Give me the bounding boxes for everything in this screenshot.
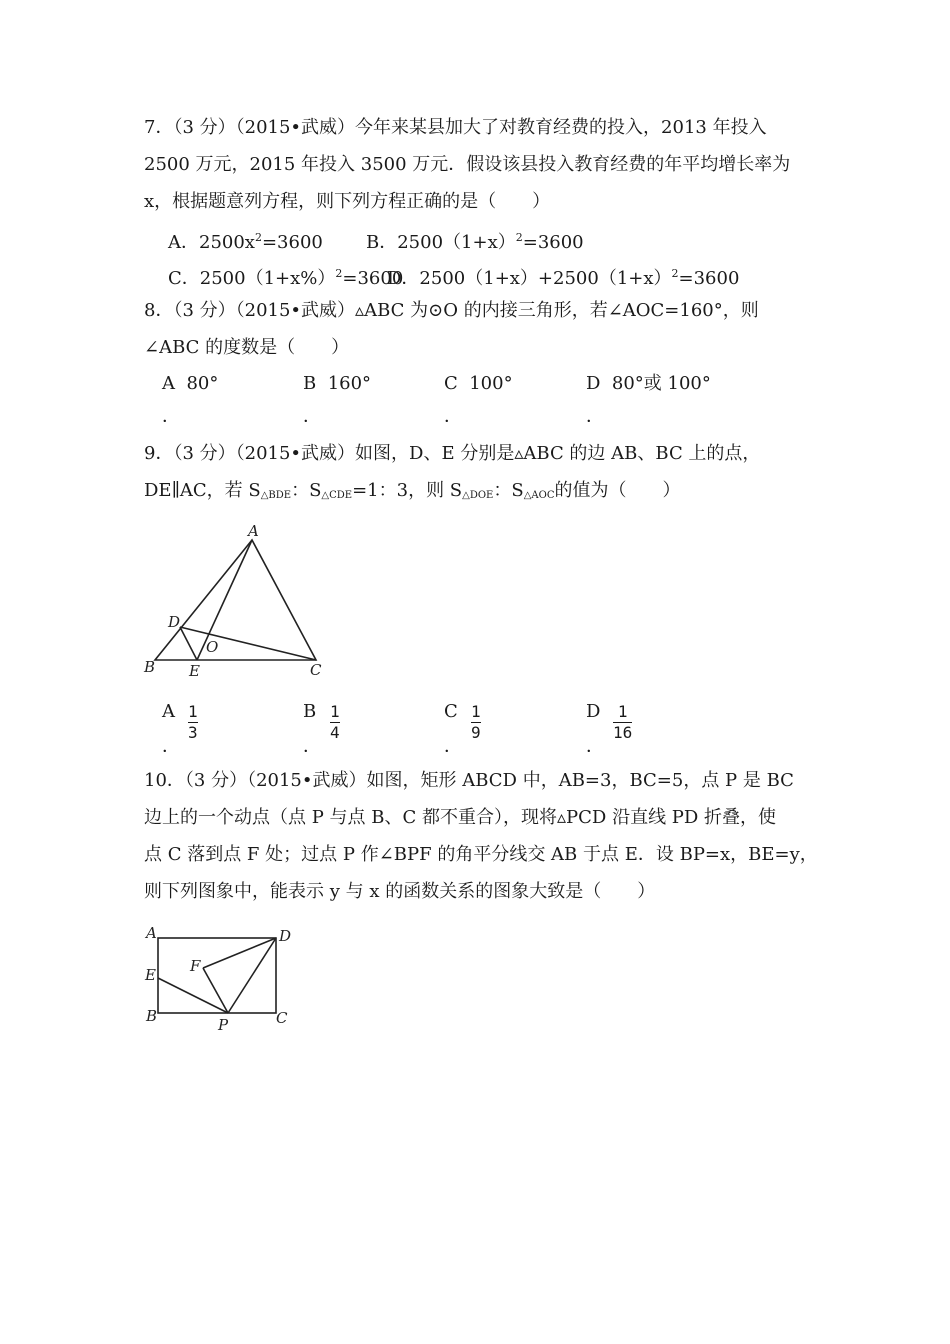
- q9-option-a-dot: ．: [162, 736, 180, 757]
- q7-option-d-text: D．2500（1+x）+2500（1+x）: [387, 268, 672, 289]
- q8-option-a-letter: A: [162, 373, 175, 394]
- q10-stem-line2: 边上的一个动点（点 P 与点 B、C 都不重合），现将▵PCD 沿直线 PD 折叠，使: [144, 807, 777, 828]
- q10-segment-pd: [228, 938, 276, 1013]
- q9-option-c-num: 1: [471, 702, 481, 721]
- q9-label-d: D: [168, 613, 181, 631]
- q10-stem-line1: 10．（3 分）（2015•武威）如图，矩形 ABCD 中，AB=3，BC=5，点 P 是 BC: [144, 770, 794, 791]
- q7-stem-line3: x，根据题意列方程，则下列方程正确的是（ ）: [144, 191, 551, 212]
- q8-option-b-text: 160°: [327, 373, 372, 394]
- q7-option-c-text: C．2500（1+x%）: [168, 268, 336, 289]
- q10-label-a: A: [146, 924, 157, 942]
- q9-option-b-letter[interactable]: B: [303, 701, 317, 722]
- q9-option-d-letter[interactable]: D: [586, 701, 601, 722]
- q8-stem-line2: ∠ABC 的度数是（ ）: [144, 337, 350, 358]
- q7-option-c-rhs: =3600: [342, 268, 404, 289]
- q7-option-d-exp: 2: [671, 267, 679, 280]
- q10-stem-line3: 点 C 落到点 F 处；过点 P 作∠BPF 的角平分线交 AB 于点 E．设 BP=x，BE=y，: [144, 844, 818, 865]
- q7-option-b-text: B．2500（1+x）: [366, 232, 516, 253]
- q7-option-c-exp: 2: [335, 267, 343, 280]
- q9-sub-bde: △BDE: [260, 490, 292, 501]
- q9-label-e: E: [189, 662, 200, 680]
- q9-label-c: C: [310, 661, 322, 679]
- q8-option-c-dot: ．: [444, 406, 462, 427]
- q7-option-a-rhs: =3600: [261, 232, 323, 253]
- q8-option-d-text: 80°或 100°: [611, 373, 711, 394]
- q9-stem-line1: 9．（3 分）（2015•武威）如图，D、E 分别是▵ABC 的边 AB、BC 上的点，: [144, 443, 761, 464]
- q10-label-d: D: [279, 927, 292, 945]
- q9-option-d-num: 1: [617, 702, 628, 721]
- q9-line2-part-e: 的值为（ ）: [554, 480, 681, 501]
- q8-option-b-letter: B: [303, 373, 317, 394]
- q7-stem-line1: 7．（3 分）（2015•武威）今年来某县加大了对教育经费的投入，2013 年投入: [144, 117, 767, 138]
- q9-label-b: B: [144, 658, 156, 676]
- q9-option-a-letter[interactable]: A: [162, 701, 175, 722]
- q7-option-a-text: A．2500x: [168, 232, 255, 253]
- q9-option-d-den: 16: [613, 723, 633, 742]
- q9-option-c-den: 9: [471, 723, 481, 742]
- q10-stem-line4: 则下列图象中，能表示 y 与 x 的函数关系的图象大致是（ ）: [144, 881, 656, 902]
- q7-option-b-rhs: =3600: [522, 232, 584, 253]
- q8-option-c-text: 100°: [469, 373, 513, 394]
- q9-sub-aoc: △AOC: [523, 490, 555, 501]
- q8-option-d-letter: D: [586, 373, 601, 394]
- q9-line2-part-d: ：S: [493, 480, 524, 501]
- q9-line2-part-b: ：S: [291, 480, 322, 501]
- q8-stem-line1: 8．（3 分）（2015•武威）▵ABC 为⊙O 的内接三角形，若∠AOC=160°，则: [144, 300, 759, 321]
- q10-label-c: C: [276, 1009, 288, 1027]
- q8-option-a-dot: ．: [162, 406, 180, 427]
- q9-option-c-dot: ．: [444, 736, 462, 757]
- q7-option-a-exp: 2: [254, 231, 262, 244]
- q10-segment-fd: [203, 938, 276, 968]
- q9-option-a-num: 1: [188, 702, 198, 721]
- q9-option-a-den: 3: [188, 723, 198, 742]
- q8-option-c-letter: C: [444, 373, 458, 394]
- q10-label-e: E: [145, 966, 156, 984]
- q9-line2-part-a: DE∥AC，若 S: [144, 480, 261, 501]
- q9-label-o: O: [206, 638, 219, 656]
- q9-option-d-dot: ．: [586, 736, 604, 757]
- q9-sub-doe: △DOE: [462, 490, 494, 501]
- q9-option-b-den: 4: [330, 723, 340, 742]
- q10-rectangle-abcd: [158, 938, 276, 1013]
- q9-option-c-letter[interactable]: C: [444, 701, 458, 722]
- q8-option-a-text: 80°: [186, 373, 219, 394]
- q10-label-f: F: [190, 957, 201, 975]
- q7-stem-line2: 2500 万元，2015 年投入 3500 万元．假设该县投入教育经费的年平均增长率为: [144, 154, 791, 175]
- q7-option-b-exp: 2: [515, 231, 523, 244]
- q9-option-b-dot: ．: [303, 736, 321, 757]
- q8-option-b-dot: ．: [303, 406, 321, 427]
- q9-label-a: A: [248, 522, 259, 540]
- q8-option-d-dot: ．: [586, 406, 604, 427]
- q9-line2-part-c: =1：3，则 S: [352, 480, 463, 501]
- q9-option-b-num: 1: [330, 702, 340, 721]
- q9-sub-cde: △CDE: [321, 490, 353, 501]
- q7-option-d-rhs: =3600: [678, 268, 740, 289]
- q10-label-b: B: [146, 1007, 158, 1025]
- q10-label-p: P: [218, 1016, 229, 1034]
